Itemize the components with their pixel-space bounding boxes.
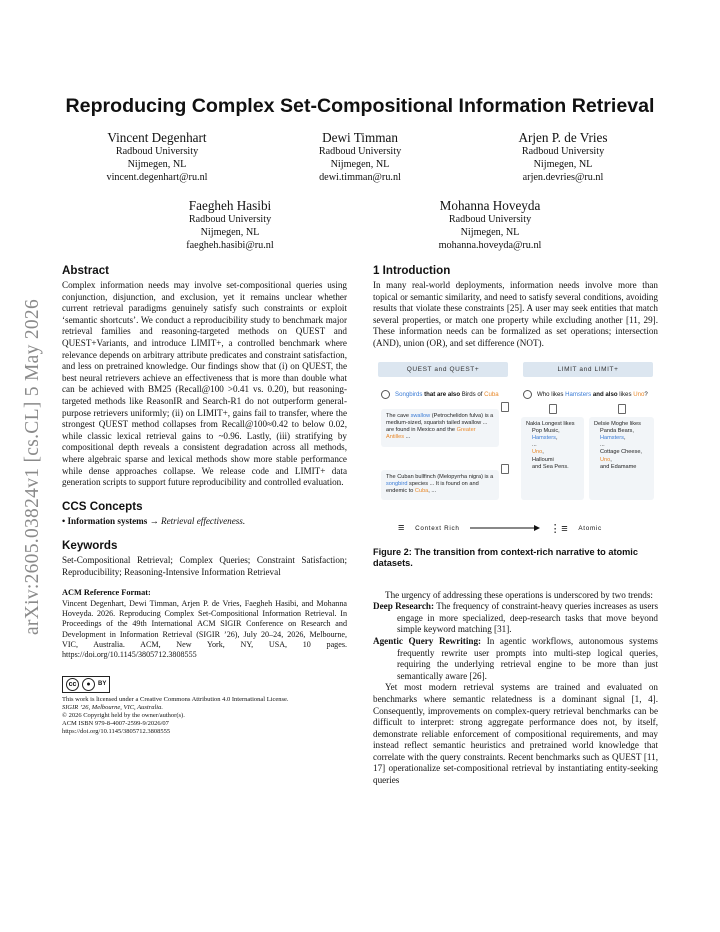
doc-text: ,	[623, 434, 626, 441]
author-name: Faegheh Hasibi	[188, 198, 272, 213]
figure-caption: Figure 2: The transition from context-rich narrative to atomic datasets.	[373, 546, 638, 569]
author-city: Nijmegen, NL	[200, 227, 260, 238]
doc-text: , ...	[428, 487, 437, 494]
doc-highlight: Cuba	[414, 487, 429, 494]
doc-text: Nakia Longest likes	[526, 420, 575, 427]
author-email[interactable]: mohanna.hoveyda@ru.nl	[438, 240, 542, 251]
cc-by-badge[interactable]	[62, 676, 110, 693]
document-icon	[549, 404, 557, 414]
doc-highlight: Uno	[532, 449, 543, 456]
doc-text: ,	[555, 434, 558, 441]
query-term: Songbirds	[395, 390, 423, 398]
query-term: Hamsters	[565, 390, 592, 398]
author-city: Nijmegen, NL	[127, 159, 187, 170]
doc-text	[526, 449, 579, 456]
author-email[interactable]: arjen.devries@ru.nl	[522, 172, 604, 183]
abstract-text: Complex information needs may involve set-compositional queries using conjunction, disjunction, and exclusion, yet it remains unclear whether current retrieval paradigms genuinely satisfy such constraints or exploit ‘semantic shortcuts’. We conduct a reproducibility study to benchmark major retrieval families and reasoning-targeted methods on QUEST and QUEST+Variants, and introduce LIMIT+, a controlled benchmark where relevance depends on arbitrary attribute predicates and constraint satisfaction, and less on pretrained knowledge. Our findings show that (i) on QUEST, the best neural retrievers achieve an effectiveness that is more than double what can be achieved with BM25 (Recall@100 >0.41 vs. 0.20), but reasoning-targeted methods like ReasonIR and Search-R1 do not outperform general-purpose retrievers uniformly; (ii) on LIMIT+, gains fail to transfer, where the strongest QUEST method collapses from Recall@100≈0.42 to below 0.02, while classic lexical retrieval gains to ~0.96. Lastly, (iii) stratifying by compositional depth reveals a consistent degradation across all methods, where algebraic sparse and lexical methods show more stable performance while dense approaches collapse. We release code and LIMIT+ data generation scripts to support future reproducibility and controlled evaluation.	[62, 280, 347, 488]
author-block	[135, 198, 325, 252]
doc-text: Cottage Cheese,	[600, 449, 642, 456]
query-operator: that are also	[422, 390, 462, 398]
doc-text: The Cuban bullfinch (Melopyrrha nigra) is a	[386, 473, 494, 480]
doc-highlight: songbird	[386, 480, 408, 487]
author-name: Arjen P. de Vries	[518, 130, 608, 145]
doc-text: ,	[542, 449, 544, 456]
arxiv-id: arXiv:2605.03824v1 [cs.CL] 5 May 2026	[22, 298, 43, 636]
search-icon	[523, 390, 532, 399]
author-name: Mohanna Hoveyda	[439, 198, 541, 213]
figure-header-limit: LIMIT and LIMIT+	[523, 362, 653, 377]
intro-heading: 1 Introduction	[373, 264, 451, 277]
author-name: Vincent Degenhart	[107, 130, 207, 145]
license-line: ACM ISBN 979-8-4007-2599-9/2026/07	[62, 720, 169, 728]
license-line: SIGIR ’26, Melbourne, VIC, Australia.	[62, 703, 163, 711]
author-city: Nijmegen, NL	[533, 159, 593, 170]
query-text: Who likes	[537, 390, 566, 398]
query-text: Birds of	[461, 390, 485, 398]
acm-reference	[62, 588, 347, 660]
trend-item-deep-research	[373, 601, 658, 636]
author-affiliation: Radboud University	[115, 146, 199, 157]
doc-highlight: Hamsters	[532, 434, 556, 441]
list-icon: ⋮≡	[549, 522, 569, 535]
doc-highlight: swallow	[410, 412, 431, 419]
query-operator: and also	[591, 390, 620, 398]
doc-text: and Edamame	[600, 463, 637, 470]
doc-highlight: Greater Antilles	[386, 426, 476, 441]
author-block	[62, 130, 252, 184]
ccs-concept: Retrieval effectiveness.	[161, 515, 246, 526]
license-line: © 2026 Copyright held by the owner/author(s).	[62, 711, 185, 719]
footer-label-atomic: Atomic	[578, 524, 602, 532]
author-city: Nijmegen, NL	[330, 159, 390, 170]
author-affiliation: Radboud University	[188, 214, 272, 225]
author-affiliation: Radboud University	[318, 146, 402, 157]
document-icon	[501, 464, 509, 474]
quest-document-1	[381, 409, 499, 447]
author-row-2	[62, 198, 658, 252]
quest-document-2	[381, 470, 499, 500]
license-line: This work is licensed under a Creative Commons Attribution 4.0 International License.	[62, 695, 289, 703]
keywords-heading: Keywords	[62, 539, 118, 553]
cc-icon: cc	[66, 678, 79, 691]
ccs-category: • Information systems	[62, 515, 148, 526]
trend-term: Agentic Query Rewriting:	[373, 635, 482, 646]
ccs-concepts	[62, 516, 347, 528]
limit-document-2	[589, 417, 654, 500]
acm-reference-text: Vincent Degenhart, Dewi Timman, Arjen P. de Vries, Faegheh Hasibi, and Mohanna Hoveyda. 2026. Reproducing Complex Set-Compositional Information Retrieval. In Proceedings of the 49th International ACM SIGIR Conference on Research and Development in Information Retrieval (SIGIR ’26), July 20–24, 2026, Melbourne, VIC, Australia. ACM, New York, NY, USA, 10 pages. https://doi.org/10.1145/3805712.3808555	[62, 598, 347, 660]
doc-text: ...	[532, 442, 537, 449]
paper-title: Reproducing Complex Set-Compositional Information Retrieval	[65, 95, 655, 117]
author-email[interactable]: vincent.degenhart@ru.nl	[106, 172, 208, 183]
doc-text: ...	[404, 434, 411, 441]
query-term: Uno	[633, 390, 645, 398]
doc-text: species ... It is found on and endemic to	[386, 480, 479, 494]
doc-text	[526, 435, 579, 442]
keywords-text: Set-Compositional Retrieval; Complex Queries; Constraint Satisfaction; Reproducibility; Reasoning-Intensive Information Retrieval	[62, 555, 347, 577]
limit-document-1	[521, 417, 584, 500]
ccs-arrow: →	[147, 515, 162, 526]
license-block	[62, 673, 347, 737]
abstract-heading: Abstract	[62, 264, 110, 277]
footer-label-context-rich: Context Rich	[415, 524, 460, 532]
trend-text: The frequency of constraint-heavy queries increases as users engage in more specialized, deep-research tasks that move beyond simple keyword matching [31].	[397, 601, 658, 635]
doc-text: ,	[610, 456, 612, 463]
doc-text	[594, 435, 649, 442]
author-city: Nijmegen, NL	[460, 227, 520, 238]
license-line[interactable]: https://doi.org/10.1145/3805712.3808555	[62, 728, 171, 736]
ccs-heading: CCS Concepts	[62, 499, 143, 513]
author-affiliation: Radboud University	[448, 214, 532, 225]
intro-paragraph-1: In many real-world deployments, information needs involve more than topical or semantic similarity, and need to satisfy several conditions, avoiding results that violate these constraints [25]. A user may seek entities that match several properties, or match one property while excluding another [11, 29]. These information needs can be formalized as set operations; intersection (AND), union (OR), and set difference (NOT).	[373, 280, 658, 348]
lines-icon: ≡	[398, 522, 406, 535]
query-term: Cuba	[484, 390, 499, 398]
limit-query	[523, 390, 648, 399]
author-name: Dewi Timman	[322, 130, 398, 145]
attribution-icon: ●	[82, 678, 95, 691]
doc-text: The cave	[386, 412, 411, 419]
document-icon	[501, 402, 509, 412]
trend-term: Deep Research:	[373, 601, 434, 612]
doc-text: and Sea Pens.	[532, 463, 569, 470]
doc-text	[594, 457, 649, 464]
doc-highlight: Uno	[600, 456, 611, 463]
author-email[interactable]: faegheh.hasibi@ru.nl	[186, 240, 274, 251]
search-icon	[381, 390, 390, 399]
query-text: ?	[644, 390, 648, 398]
right-column	[373, 264, 658, 787]
quest-query	[381, 390, 499, 399]
figure-header-quest: QUEST and QUEST+	[378, 362, 508, 377]
arrow-icon	[470, 524, 540, 532]
intro-paragraph-3: Yet most modern retrieval systems are trained and evaluated on benchmarks where semantic relatedness is a dominant signal [1, 4]. Consequently, improvements on complex-query retrieval benchmarks can be difficult to interpret: strong aggregate performance does not, by itself, demonstrate reliable enforcement of compositional requirements, and may instead reflect semantic heuristics and pretrained world knowledge that correlate with the query constraints. Recent benchmarks such as QUEST [11, 17] operationalize set-compositional retrieval by instantiating entity-seeking queries	[373, 682, 658, 786]
doc-text: Pop Music,	[532, 427, 560, 434]
left-column	[62, 264, 347, 737]
author-block	[468, 130, 658, 184]
trend-item-agentic-rewriting	[373, 636, 658, 682]
doc-text: Halloumi	[532, 456, 554, 463]
author-email[interactable]: dewi.timman@ru.nl	[319, 172, 401, 183]
doc-text	[526, 428, 579, 435]
trend-text: In agentic workflows, autonomous systems frequently rewrite user prompts into multi-step logical queries, requiring the underlying retrieval engine to be more than just semantically aware [26].	[397, 635, 658, 681]
doc-text: (Petrochelidon fulva) is a medium-sized, squarish tailed swallow ... are found in Mexico and the	[386, 412, 494, 433]
doc-text: Delsie Moghe likes	[594, 420, 641, 427]
doc-text: ...	[600, 442, 605, 449]
author-affiliation: Radboud University	[521, 146, 605, 157]
doc-highlight: Hamsters	[600, 434, 624, 441]
doc-text: Panda Bears,	[600, 427, 634, 434]
arxiv-watermark	[18, 262, 48, 672]
author-block	[395, 198, 585, 252]
figure-2	[373, 362, 658, 537]
acm-reference-label: ACM Reference Format:	[62, 588, 151, 598]
document-icon	[618, 404, 626, 414]
intro-paragraph-2: The urgency of addressing these operations is underscored by two trends:	[385, 589, 653, 600]
author-row-1	[62, 130, 658, 184]
query-text: likes	[619, 390, 634, 398]
figure-footer	[398, 522, 602, 535]
cc-by-label: BY	[98, 681, 107, 688]
author-block	[265, 130, 455, 184]
